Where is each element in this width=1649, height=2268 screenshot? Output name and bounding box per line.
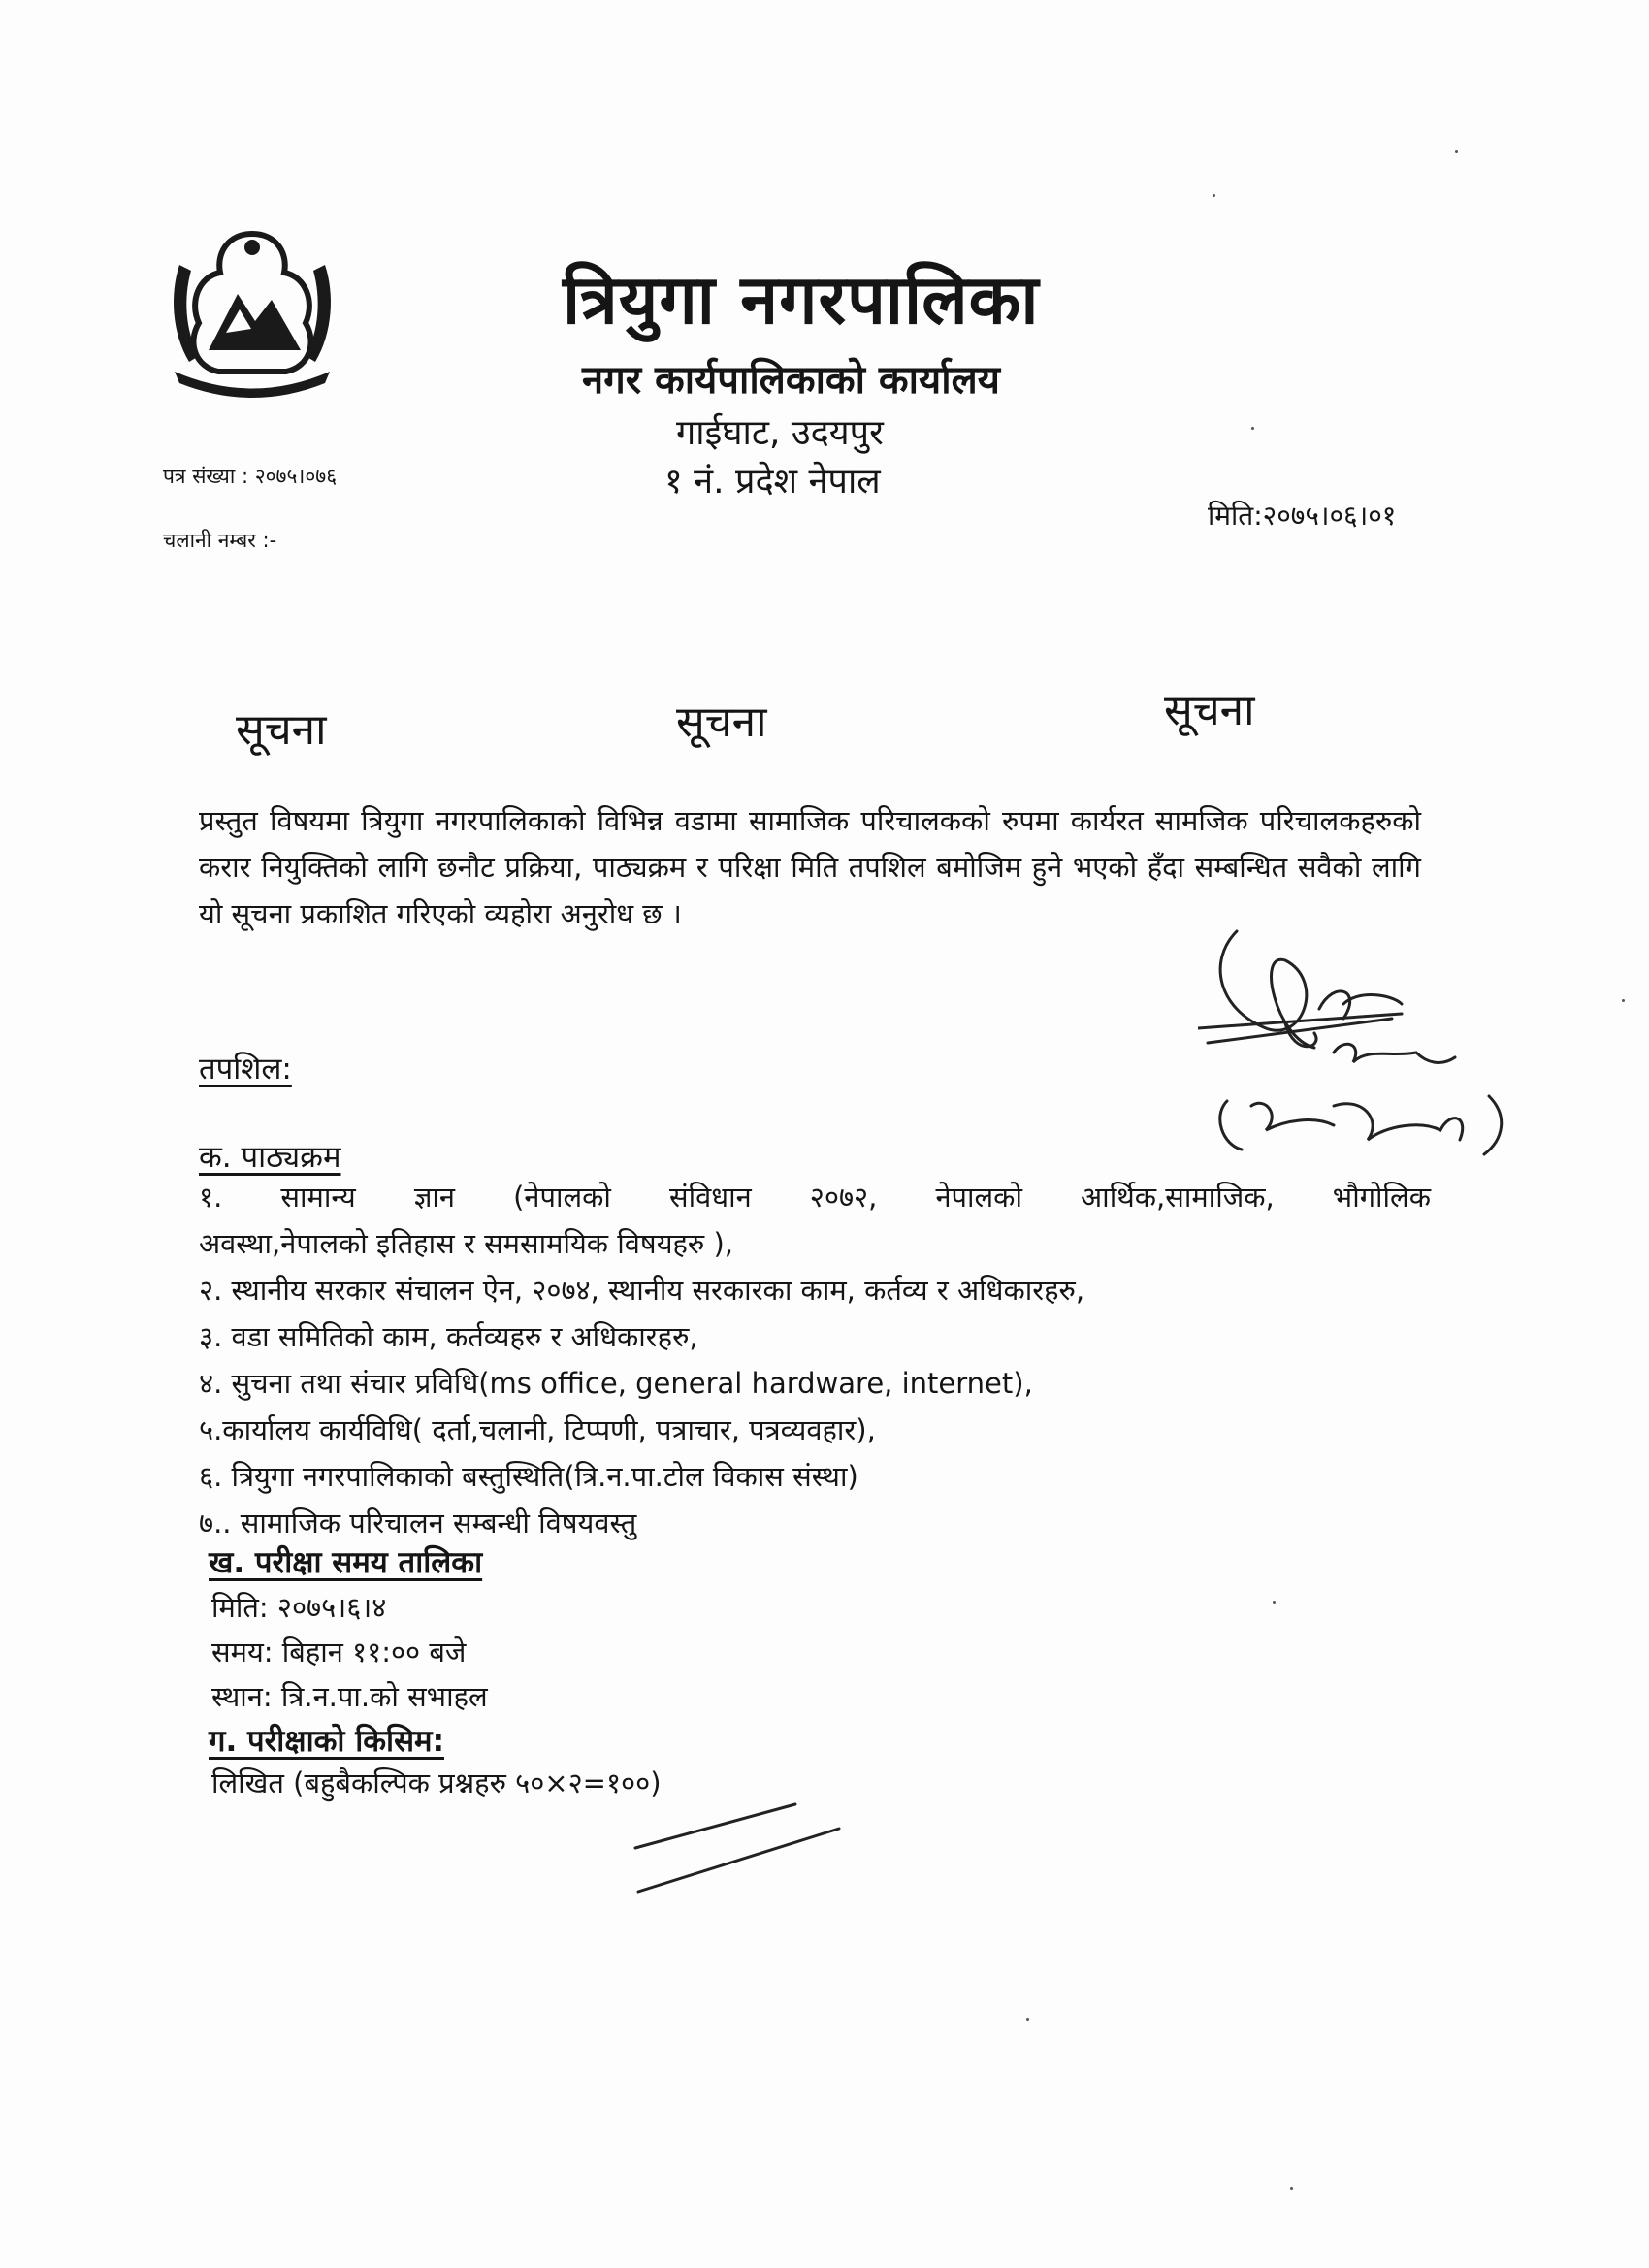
scan-speck <box>1273 1601 1276 1604</box>
reference-number: पत्र संख्या : २०७५।०७६ <box>163 465 338 488</box>
letter-date: मिति:२०७५।०६।०१ <box>1208 500 1397 532</box>
organization-name: त्रियुगा नगरपालिका <box>563 260 1040 340</box>
exam-date: मिति: २०७५।६।४ <box>211 1591 387 1624</box>
syllabus-item: ७.. सामाजिक परिचालन सम्बन्धी विषयवस्तु <box>199 1507 637 1539</box>
exam-schedule-heading: ख. परीक्षा समय तालिका <box>209 1545 483 1580</box>
office-name: नगर कार्यपालिकाको कार्यालय <box>582 358 1000 403</box>
scan-speck <box>1622 999 1625 1002</box>
exam-type: लिखित (बहुबैकल्पिक प्रश्नहरु ५०×२=१००) <box>211 1766 662 1799</box>
syllabus-list <box>199 1174 1431 1546</box>
scan-speck <box>1290 2187 1293 2190</box>
syllabus-item: ६. त्रियुगा नगरपालिकाको बस्तुस्थिति(त्रि.न.पा.टोल विकास संस्था) <box>199 1460 858 1493</box>
notice-heading-left: सूचना <box>236 705 327 755</box>
scan-speck <box>1251 427 1254 430</box>
syllabus-heading: क. पाठ्यक्रम <box>199 1140 341 1175</box>
nepal-emblem-logo <box>160 226 344 401</box>
exam-type-heading: ग. परीक्षाको किसिम: <box>209 1724 444 1759</box>
exam-venue: स्थान: त्रि.न.पा.को सभाहल <box>211 1680 488 1713</box>
syllabus-item: २. स्थानीय सरकार संचालन ऐन, २०७४, स्थानीय सरकारका काम, कर्तव्य र अधिकारहरु, <box>199 1274 1085 1307</box>
province-line: १ नं. प्रदेश नेपाल <box>664 462 881 502</box>
notice-heading-right: सूचना <box>1164 686 1255 735</box>
syllabus-item: ५.कार्यालय कार्यविधि( दर्ता,चलानी, टिप्पणी, पत्राचार, पत्रव्यवहार), <box>199 1413 876 1446</box>
syllabus-item: १. सामान्य ज्ञान (नेपालको संविधान २०७२, नेपालको आर्थिक,सामाजिक, भौगोलिक <box>199 1181 1431 1214</box>
exam-time: समय: बिहान ११:०० बजे <box>211 1636 467 1669</box>
exam-schedule <box>211 1585 488 1719</box>
scan-speck <box>1455 150 1458 153</box>
notice-body-paragraph: प्रस्तुत विषयमा त्रियुगा नगरपालिकाको विभिन्न वडामा सामाजिक परिचालकको रुपमा कार्यरत सामजिक परिचालकहरुको करार नियुक्तिको लागि छनौट प्रक्रिया, पाठ्यक्रम र परिक्षा मिति तपशिल बमोजिम हुने भएको हँदा सम्बन्धित सवैको लागि यो सूचना प्रकाशित गरिएको व्यहोरा अनुरोध छ । <box>199 804 1421 930</box>
syllabus-item: अवस्था,नेपालको इतिहास र समसामयिक विषयहरु ), <box>199 1227 734 1260</box>
scan-speck <box>1026 2018 1029 2021</box>
syllabus-item: ४. सुचना तथा संचार प्रविधि(ms office, general hardware, internet), <box>199 1367 1033 1400</box>
syllabus-item: ३. वडा समितिको काम, कर्तव्यहरु र अधिकारहरु, <box>199 1320 698 1353</box>
details-heading: तपशिल: <box>199 1052 292 1086</box>
dispatch-number: चलानी नम्बर :- <box>163 529 277 552</box>
office-address: गाईघाट, उदयपुर <box>676 413 884 453</box>
scan-speck <box>1212 194 1215 197</box>
notice-heading-center: सूचना <box>676 697 767 747</box>
handwritten-signature <box>1198 922 1528 1164</box>
pen-stroke-mark <box>621 1795 854 1901</box>
